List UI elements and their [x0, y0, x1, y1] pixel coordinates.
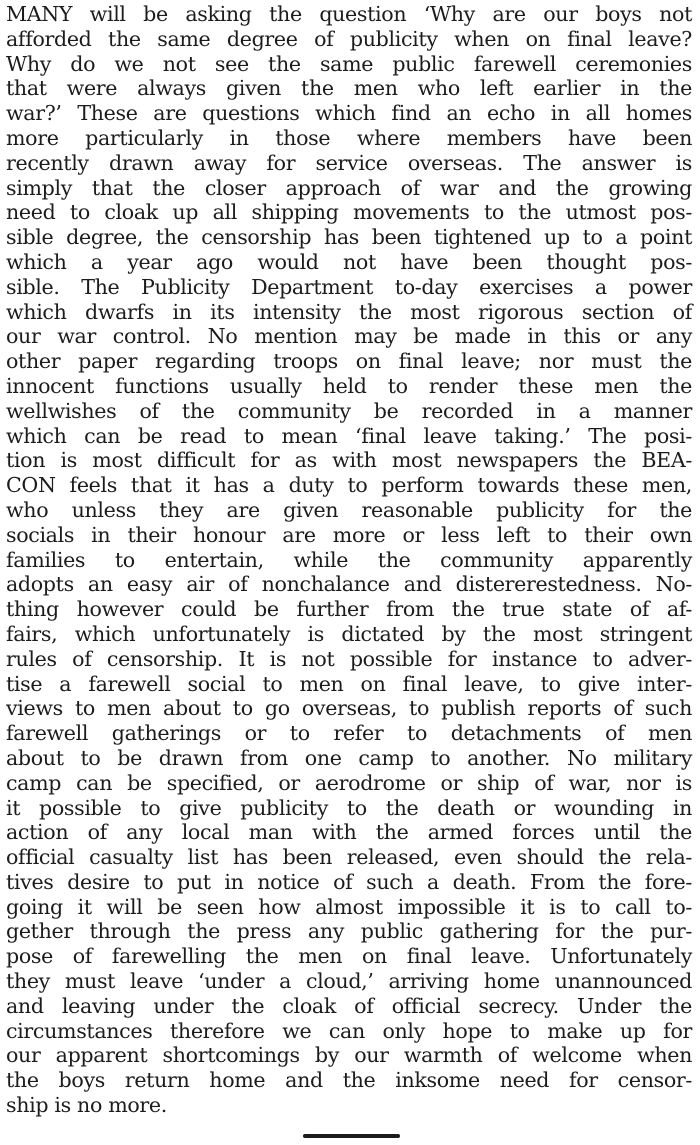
article-line: other paper regarding troops on final leave; nor must the: [6, 349, 692, 374]
article-line: which dwarfs in its intensity the most rigorous section of: [6, 299, 692, 324]
article-line: that were always given the men who left earlier in the: [6, 76, 692, 101]
article-line: tise a farewell social to men on final leave, to give inter-: [6, 671, 692, 696]
article-line: it possible to give publicity to the death or wounding in: [6, 795, 692, 820]
article-line: going it will be seen how almost impossible it is to call to-: [6, 894, 692, 919]
article-line: tion is most difficult for as with most newspapers the BEA-: [6, 448, 692, 473]
article-line: official casualty list has been released, even should the rela-: [6, 845, 692, 870]
article-line: families to entertain, while the community apparently: [6, 547, 692, 572]
article-line: the boys return home and the inksome need for censor-: [6, 1068, 692, 1093]
article-line: more particularly in those where members have been: [6, 125, 692, 150]
article-line: rules of censorship. It is not possible for instance to adver-: [6, 646, 692, 671]
article-line: our war control. No mention may be made in this or any: [6, 324, 692, 349]
article-line: ship is no more.: [6, 1093, 167, 1118]
article-line: views to men about to go overseas, to publish reports of such: [6, 696, 692, 721]
article-line: recently drawn away for service overseas. The answer is: [6, 150, 692, 175]
article-line: action of any local man with the armed forces until the: [6, 820, 692, 845]
article-line: which a year ago would not have been thought pos-: [6, 249, 692, 274]
article-line: circumstances therefore we can only hope to make up for: [6, 1018, 692, 1043]
article-line: our apparent shortcomings by our warmth of welcome when: [6, 1043, 692, 1068]
article-line: need to cloak up all shipping movements to the utmost pos-: [6, 200, 692, 225]
article-line: afforded the same degree of publicity when on final leave?: [6, 26, 692, 51]
article-line: simply that the closer approach of war and the growing: [6, 175, 692, 200]
article-line: farewell gatherings or to refer to detachments of men: [6, 721, 692, 746]
article-line: innocent functions usually held to render these men the: [6, 373, 692, 398]
article-line: wellwishes of the community be recorded in a manner: [6, 398, 692, 423]
article-line: they must leave ‘under a cloud,’ arriving home unannounced: [6, 969, 692, 994]
article-line: fairs, which unfortunately is dictated by the most stringent: [6, 621, 692, 646]
article-line: thing however could be further from the true state of af-: [6, 597, 692, 622]
article-line: pose of farewelling the men on final leave. Unfortunately: [6, 944, 692, 969]
article-line: CON feels that it has a duty to perform towards these men,: [6, 473, 692, 498]
article-line: about to be drawn from one camp to another. No military: [6, 745, 692, 770]
article-line: sible degree, the censorship has been tightened up to a point: [6, 225, 692, 250]
article-line: which can be read to mean ‘final leave taking.’ The posi-: [6, 423, 692, 448]
article-line: war?’ These are questions which find an echo in all homes: [6, 101, 692, 126]
article-line: sible. The Publicity Department to-day exercises a power: [6, 274, 692, 299]
article-line: gether through the press any public gathering for the pur-: [6, 919, 692, 944]
article-body: [6, 2, 692, 1118]
section-divider-rule: [303, 1134, 400, 1138]
article-line: and leaving under the cloak of official secrecy. Under the: [6, 993, 692, 1018]
article-line: tives desire to put in notice of such a death. From the fore-: [6, 869, 692, 894]
article-line: camp can be specified, or aerodrome or ship of war, nor is: [6, 770, 692, 795]
article-line: MANY will be asking the question ‘Why are our boys not: [6, 2, 692, 26]
article-line: who unless they are given reasonable publicity for the: [6, 497, 692, 522]
article-line: socials in their honour are more or less left to their own: [6, 522, 692, 547]
article-line: Why do we not see the same public farewell ceremonies: [6, 51, 692, 76]
article-line: adopts an easy air of nonchalance and distererestedness. No-: [6, 572, 692, 597]
